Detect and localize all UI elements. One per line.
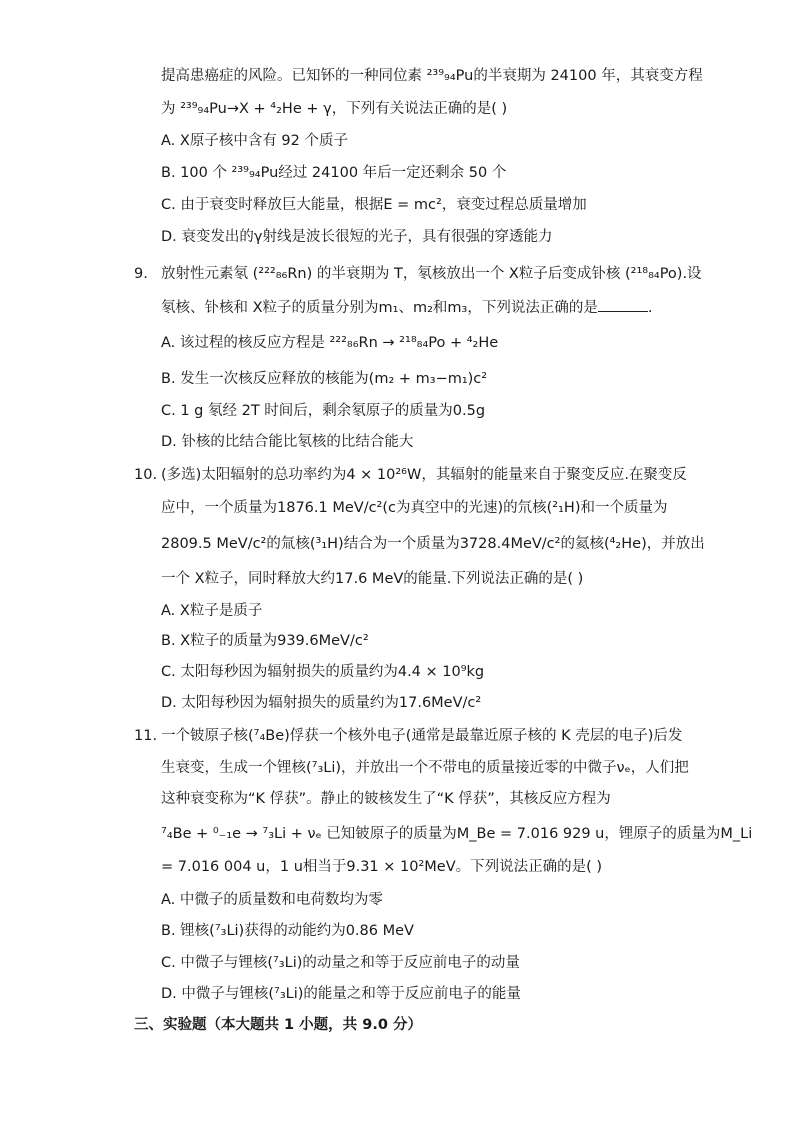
q9-option-a: A. 该过程的核反应方程是 ²²²₈₆Rn → ²¹⁸₈₄Po + ⁴₂He	[161, 335, 499, 351]
q11-stem-line-5: = 7.016 004 u，1 u相当于9.31 × 10²MeV。下列说法正确的是( )	[161, 859, 603, 875]
q9-number: 9.	[134, 266, 148, 282]
q8-stem-line-2: 为 ²³⁹₉₄Pu→X + ⁴₂He + γ，下列有关说法正确的是( )	[161, 101, 508, 117]
q10-option-a: A. X粒子是质子	[161, 603, 263, 619]
q10-option-d: D. 太阳每秒因为辐射损失的质量约为17.6MeV/c²	[161, 695, 482, 711]
q8-option-b: B. 100 个 ²³⁹₉₄Pu经过 24100 年后一定还剩余 50 个	[161, 165, 507, 181]
q9-stem-line-2-period: .	[647, 300, 653, 316]
q8-option-a: A. X原子核中含有 92 个质子	[161, 133, 348, 149]
q10-option-b: B. X粒子的质量为939.6MeV/c²	[161, 633, 369, 649]
q9-option-c: C. 1 g 氡经 2T 时间后，剩余氡原子的质量为0.5g	[161, 403, 486, 419]
q8-option-c: C. 由于衰变时释放巨大能量，根据E = mc²，衰变过程总质量增加	[161, 197, 587, 213]
q9-stem-line-1: 放射性元素氡 (²²²₈₆Rn) 的半衰期为 T，氡核放出一个 X粒子后变成钋核 (²¹⁸₈₄Po).设	[161, 266, 702, 282]
q11-option-a: A. 中微子的质量数和电荷数均为零	[161, 892, 383, 908]
q10-option-c: C. 太阳每秒因为辐射损失的质量约为4.4 × 10⁹kg	[161, 664, 485, 680]
q10-stem-line-1: (多选)太阳辐射的总功率约为4 × 10²⁶W，其辐射的能量来自于聚变反应.在聚变反	[161, 467, 687, 483]
q11-number: 11.	[134, 728, 158, 744]
section-heading: 三、实验题（本大题共 1 小题，共 9.0 分）	[134, 1017, 422, 1033]
q11-stem-line-2: 生衰变，生成一个锂核(⁷₃Li)，并放出一个不带电的质量接近零的中微子νₑ，人们把	[161, 760, 689, 776]
q10-stem-line-2: 应中，一个质量为1876.1 MeV/c²(c为真空中的光速)的氘核(²₁H)和一个质量为	[161, 500, 668, 516]
q9-stem-line-2	[161, 297, 652, 318]
q9-stem-line-2-text: 氡核、钋核和 X粒子的质量分别为m₁、m₂和m₃，下列说法正确的是	[161, 300, 598, 316]
answer-blank	[598, 297, 648, 312]
q8-option-d: D. 衰变发出的γ射线是波长很短的光子，具有很强的穿透能力	[161, 229, 553, 245]
q11-stem-line-4: ⁷₄Be + ⁰₋₁e → ⁷₃Li + νₑ 已知铍原子的质量为M_Be = 7.016 929 u，锂原子的质量为M_Li	[161, 826, 753, 842]
q11-option-c: C. 中微子与锂核(⁷₃Li)的动量之和等于反应前电子的动量	[161, 955, 520, 971]
q9-option-b: B. 发生一次核反应释放的核能为(m₂ + m₃−m₁)c²	[161, 371, 488, 387]
q10-stem-line-4: 一个 X粒子，同时释放大约17.6 MeV的能量.下列说法正确的是( )	[161, 571, 584, 587]
q11-option-d: D. 中微子与锂核(⁷₃Li)的能量之和等于反应前电子的能量	[161, 986, 521, 1002]
q8-stem-line-1: 提高患癌症的风险。已知钚的一种同位素 ²³⁹₉₄Pu的半衰期为 24100 年，其衰变方程	[161, 68, 703, 84]
q11-option-b: B. 锂核(⁷₃Li)获得的动能约为0.86 MeV	[161, 923, 414, 939]
q11-stem-line-3: 这种衰变称为“K 俘获”。静止的铍核发生了“K 俘获”，其核反应方程为	[161, 791, 611, 807]
q10-number: 10.	[134, 467, 158, 483]
q11-stem-line-1: 一个铍原子核(⁷₄Be)俘获一个核外电子(通常是最靠近原子核的 K 壳层的电子)后发	[161, 728, 683, 744]
q10-stem-line-3: 2809.5 MeV/c²的氚核(³₁H)结合为一个质量为3728.4MeV/c²的氦核(⁴₂He)，并放出	[161, 536, 705, 552]
q9-option-d: D. 钋核的比结合能比氡核的比结合能大	[161, 434, 414, 450]
